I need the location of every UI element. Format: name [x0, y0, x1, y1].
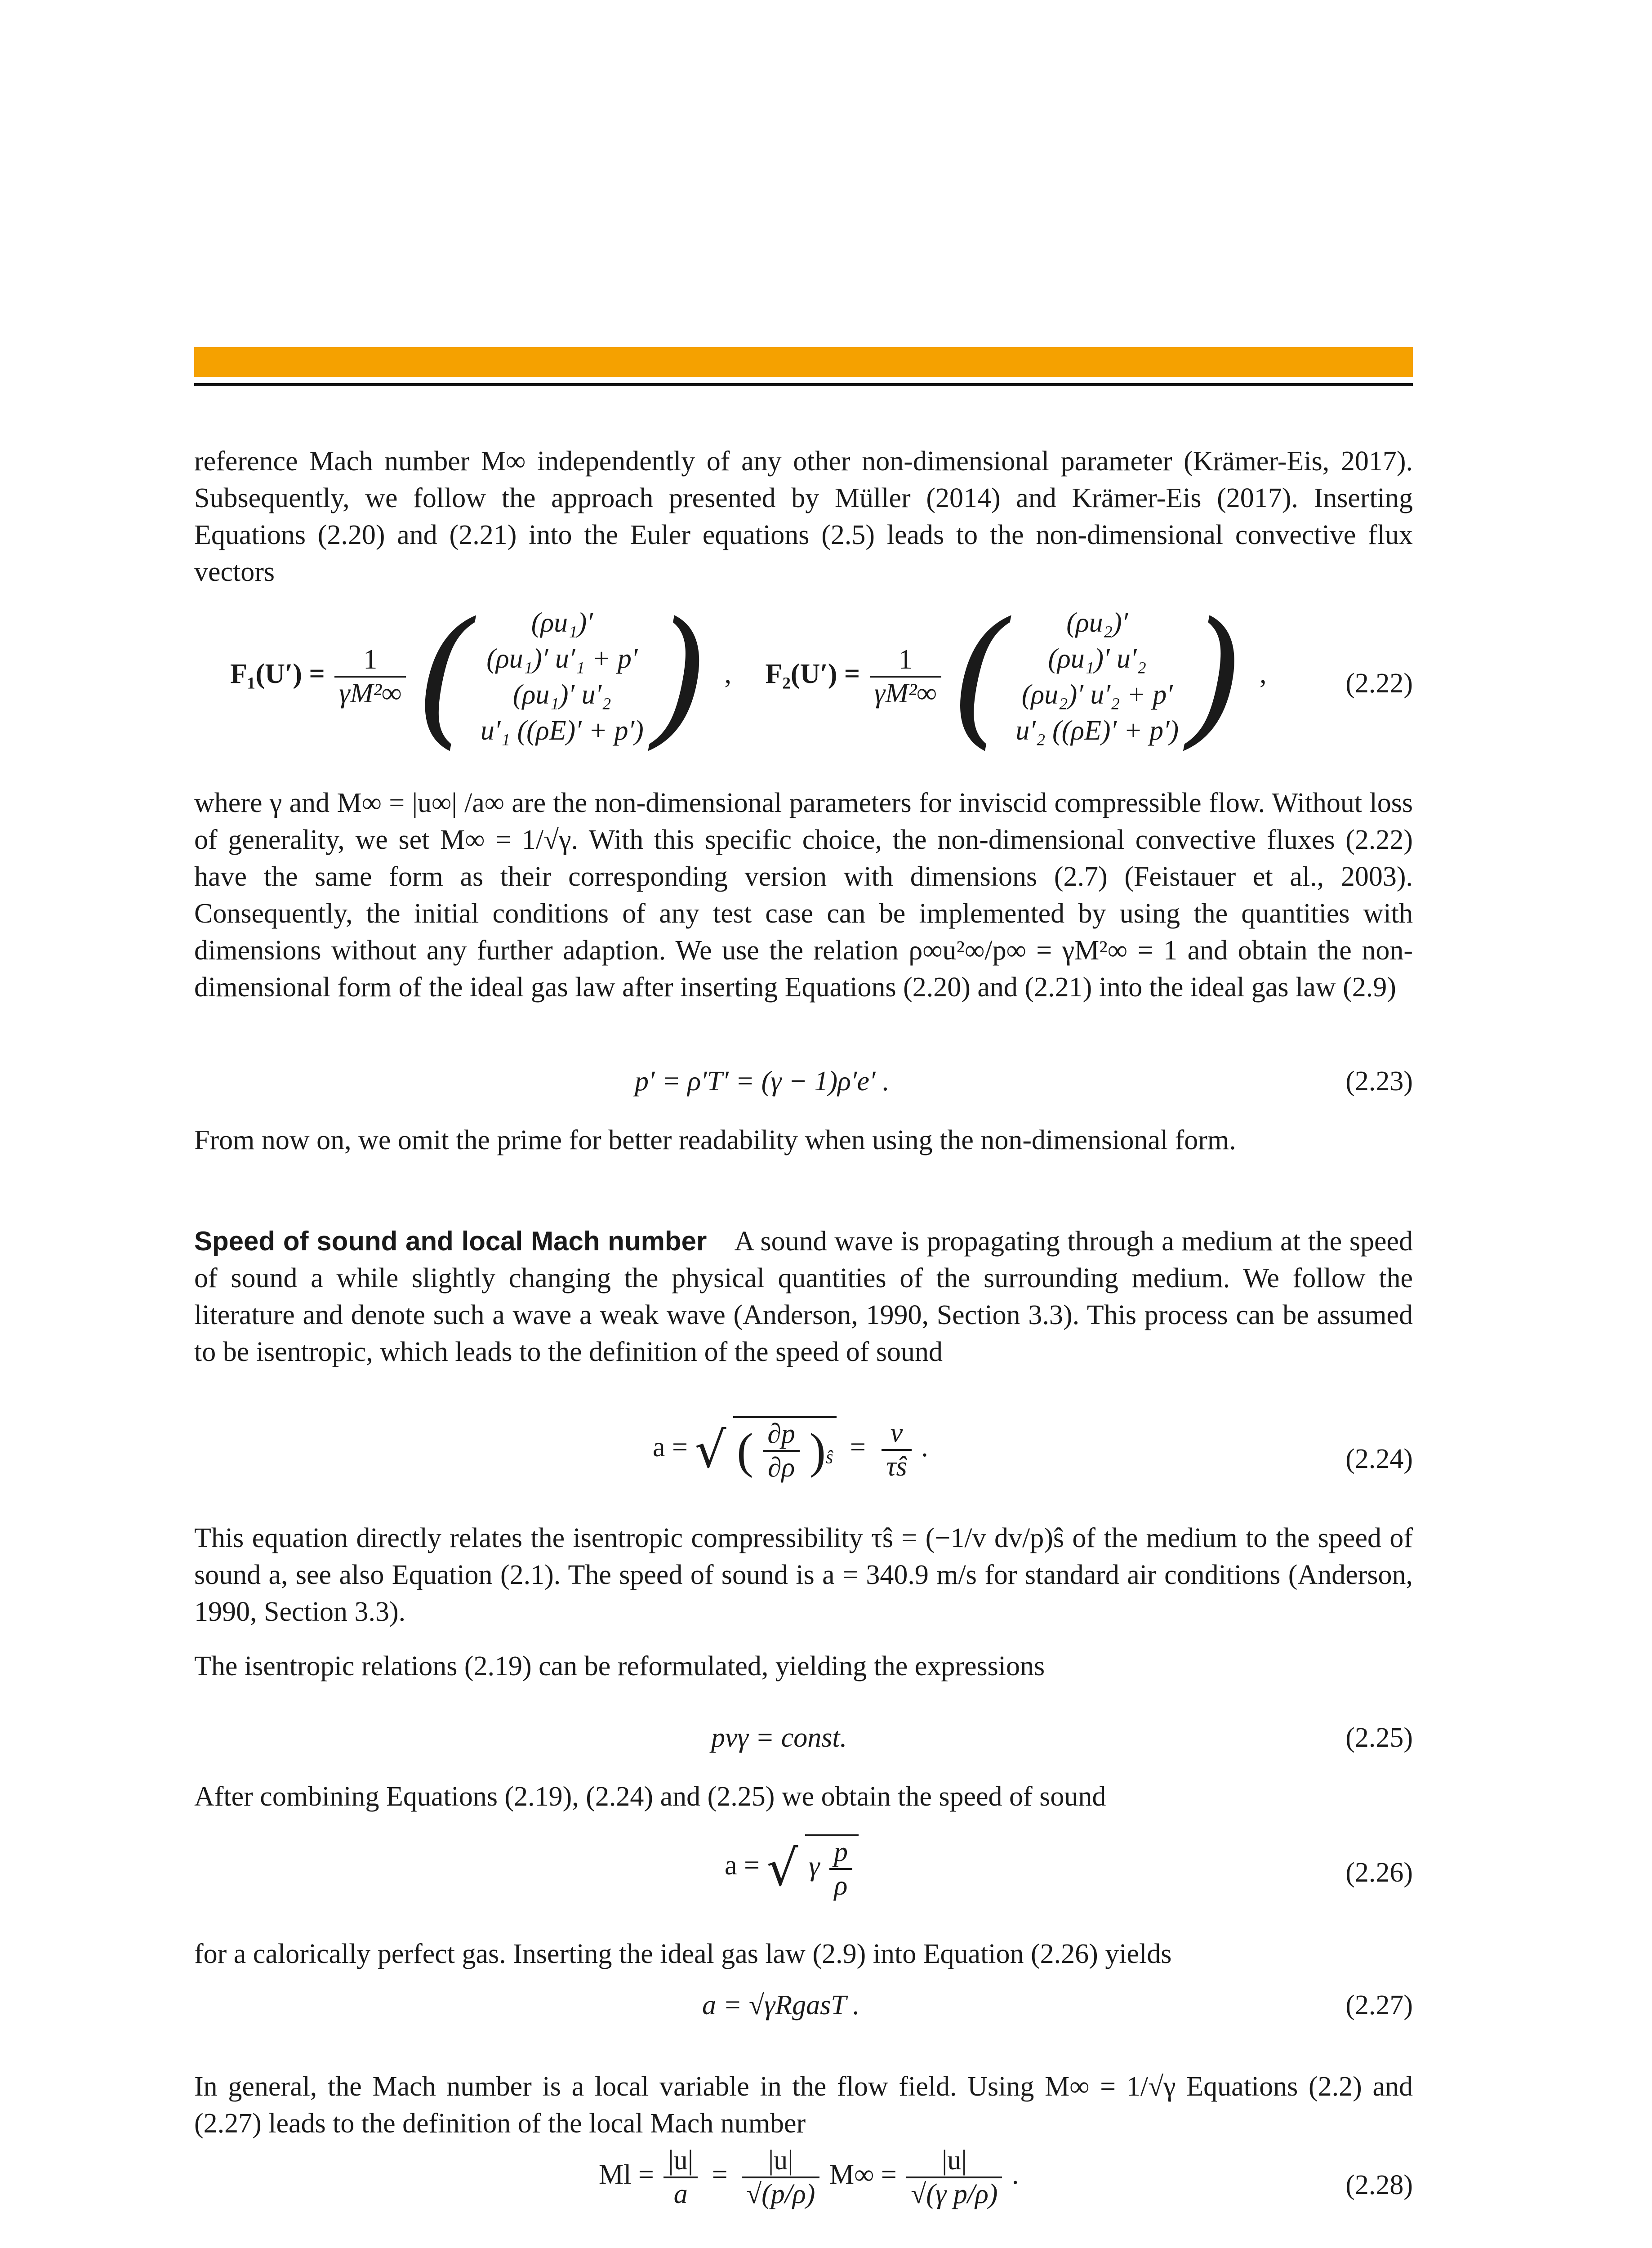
vector-entry: (ρu₂)′ u′₂ + p′	[1021, 679, 1173, 710]
equation-2-27	[194, 1989, 1413, 2030]
right-paren: )	[650, 590, 708, 763]
fraction	[870, 644, 941, 709]
fraction-denominator: √(p/ρ)	[746, 2179, 815, 2209]
paragraph-text: The isentropic relations (2.19) can be reformulated, yielding the expressions	[194, 1651, 1045, 1682]
flux-f1-vector	[481, 605, 644, 749]
period: .	[1011, 2159, 1019, 2190]
equation-number: (2.23)	[1345, 1066, 1413, 1097]
equation-number: (2.28)	[1345, 2170, 1413, 2200]
subscript: ŝ	[826, 1447, 833, 1468]
flux-f2-vector	[1015, 605, 1179, 749]
square-root: √ ( $\frac{\partial p}{\partial\rho}$ )$_ŝ$	[695, 1416, 837, 1484]
flux-f1-lhs: F₁(U′) =	[230, 659, 325, 690]
fraction-numerator: 1	[870, 644, 941, 678]
fraction	[829, 1836, 852, 1902]
paragraph-omit-prime	[194, 1122, 1413, 1159]
gamma-symbol: γ	[809, 1851, 820, 1882]
flux-f2-lhs: F₂(U′) =	[765, 659, 860, 690]
paragraph-text: From now on, we omit the prime for better readability when using the non-dimensional form.	[194, 1125, 1236, 1155]
header-accent-band	[194, 347, 1413, 377]
header-rule	[194, 383, 1413, 386]
equation-body	[725, 1834, 859, 1902]
equation-body: p′ = ρ′T′ = (γ − 1)ρ′e′ .	[635, 1066, 890, 1097]
fraction-numerator: v	[882, 1417, 911, 1451]
equation-2-26	[194, 1834, 1413, 1911]
equation-lhs: a =	[653, 1432, 688, 1463]
equation-body: a = √γRgasT .	[702, 1990, 860, 2021]
equation-body: Ml = $\frac{|u|}{a}$ = $\frac{|u|}{√(p/\rho)}$ M∞ = $\frac{|u|}{\text{√(γ p/ρ)}}$ .	[599, 2145, 1019, 2209]
period: .	[921, 1432, 928, 1463]
equation-2-23	[194, 1066, 1413, 1106]
vector-entry: u′₂ ((ρE)′ + p′)	[1015, 715, 1179, 746]
equation-lhs: a =	[725, 1850, 760, 1881]
right-paren: )	[1185, 590, 1244, 763]
fraction-denominator: γM²∞	[874, 678, 937, 709]
vector-entry: (ρu₂)′	[1066, 607, 1128, 638]
paragraph-intro	[194, 443, 1413, 590]
equation-number: (2.27)	[1345, 1990, 1413, 2021]
fraction	[742, 2145, 819, 2210]
fraction	[334, 644, 406, 709]
equation-2-25	[194, 1722, 1413, 1762]
paragraph-text: After combining Equations (2.19), (2.24) and (2.25) we obtain the speed of sound	[194, 1781, 1106, 1812]
equation-body: pvγ = const.	[711, 1722, 847, 1753]
equation-lhs: Ml =	[599, 2159, 654, 2190]
paragraph-compressibility	[194, 1520, 1413, 1630]
fraction-denominator: ∂ρ	[767, 1452, 795, 1483]
equation-number: (2.22)	[1345, 668, 1413, 699]
vector-entry: (ρu₁)′ u′₂	[1048, 643, 1147, 674]
equation-number: (2.26)	[1345, 1857, 1413, 1888]
equals-sign: =	[850, 1432, 866, 1463]
fraction-numerator: p	[829, 1836, 852, 1870]
fraction-numerator: ∂p	[763, 1418, 800, 1452]
paragraph-local-mach	[194, 2068, 1413, 2142]
fraction	[882, 1417, 911, 1483]
left-paren: (	[415, 590, 474, 763]
vector-entry: u′₁ ((ρE)′ + p′)	[480, 715, 644, 746]
paragraph-speed-of-sound	[194, 1223, 1413, 1370]
vector-entry: (ρu₁)′	[531, 607, 593, 638]
paragraph-text: for a calorically perfect gas. Inserting the ideal gas law (2.9) into Equation (2.26) yields	[194, 1939, 1172, 1969]
paragraph-parameters	[194, 785, 1413, 1006]
equation-2-22	[194, 590, 1413, 782]
paragraph-text: In general, the Mach number is a local variable in the flow field. Using M∞ = 1/√γ Equations (2.2) and (2.27) leads to the definition of the local Mach number	[194, 2071, 1413, 2139]
equation-body	[230, 590, 1267, 763]
separator: ,	[724, 659, 731, 690]
equation-number: (2.24)	[1345, 1444, 1413, 1474]
fraction-numerator: |u|	[742, 2145, 819, 2178]
fraction-denominator: τŝ	[886, 1451, 907, 1482]
equation-2-24	[194, 1416, 1413, 1506]
paragraph-isentropic	[194, 1648, 1413, 1685]
equation-2-28	[194, 2145, 1413, 2244]
paragraph-calorically-perfect	[194, 1936, 1413, 1972]
paragraph-text: reference Mach number M∞ independently of any other non-dimensional parameter (Krämer-Eis, 2017). Subsequently, we follow the approach presented by Müller (2014) and Krämer-Eis (2017). Inserting Equations (2.20) and (2.21) into the Euler equations (2.5) leads to the non-dimensional convective flux vectors	[194, 446, 1413, 587]
partial-derivative	[763, 1418, 800, 1484]
fraction-numerator: 1	[334, 644, 406, 678]
fraction-denominator: ρ	[834, 1870, 848, 1901]
fraction	[906, 2145, 1002, 2210]
mach-infinity-term: M∞ =	[829, 2159, 897, 2190]
fraction-denominator: γM²∞	[339, 678, 402, 709]
vector-entry: (ρu₁)′ u′₂	[512, 679, 611, 710]
square-root: √ γ $\frac{p}{\rho}$	[766, 1834, 859, 1902]
fraction-denominator: √(γ p/ρ)	[911, 2179, 998, 2209]
paragraph-combining	[194, 1778, 1413, 1815]
section-heading: Speed of sound and local Mach number	[194, 1226, 707, 1256]
equation-number: (2.25)	[1345, 1722, 1413, 1753]
fraction-numerator: |u|	[663, 2145, 698, 2178]
paragraph-text: This equation directly relates the isentropic compressibility τŝ = (−1/v dv/p)ŝ of the medium to the speed of sound a, see also Equation (2.1). The speed of sound is a = 340.9 m/s for standard air conditions (Anderson, 1990, Section 3.3).	[194, 1523, 1413, 1627]
left-paren: (	[951, 590, 1009, 763]
paragraph-text: where γ and M∞ = |u∞| /a∞ are the non-dimensional parameters for inviscid compressible flow. Without loss of generality, we set M∞ = 1/√γ. With this specific choice, the non-dimensional convective fluxes (2.22) have the same form as their corresponding version with dimensions (2.7) (Feistauer et al., 2003). Consequently, the initial conditions of any test case can be implemented by using the quantities with dimensions without any further adaption. We use the relation ρ∞u²∞/p∞ = γM²∞ = 1 and obtain the non-dimensional form of the ideal gas law after inserting Equations (2.20) and (2.21) into the ideal gas law (2.9)	[194, 788, 1413, 1003]
paragraph-text: A sound wave is propagating through a medium at the speed of sound a while slightly changing the physical quantities of the surrounding medium. We follow the literature and denote such a wave a weak wave (Anderson, 1990, Section 3.3). This process can be assumed to be isentropic, which leads to the definition of the speed of sound	[194, 1226, 1413, 1367]
vector-entry: (ρu₁)′ u′₁ + p′	[486, 643, 638, 674]
fraction-numerator: |u|	[906, 2145, 1002, 2178]
fraction-denominator: a	[673, 2179, 688, 2209]
equation-body	[653, 1416, 928, 1484]
fraction	[663, 2145, 698, 2210]
separator: ,	[1259, 659, 1267, 690]
